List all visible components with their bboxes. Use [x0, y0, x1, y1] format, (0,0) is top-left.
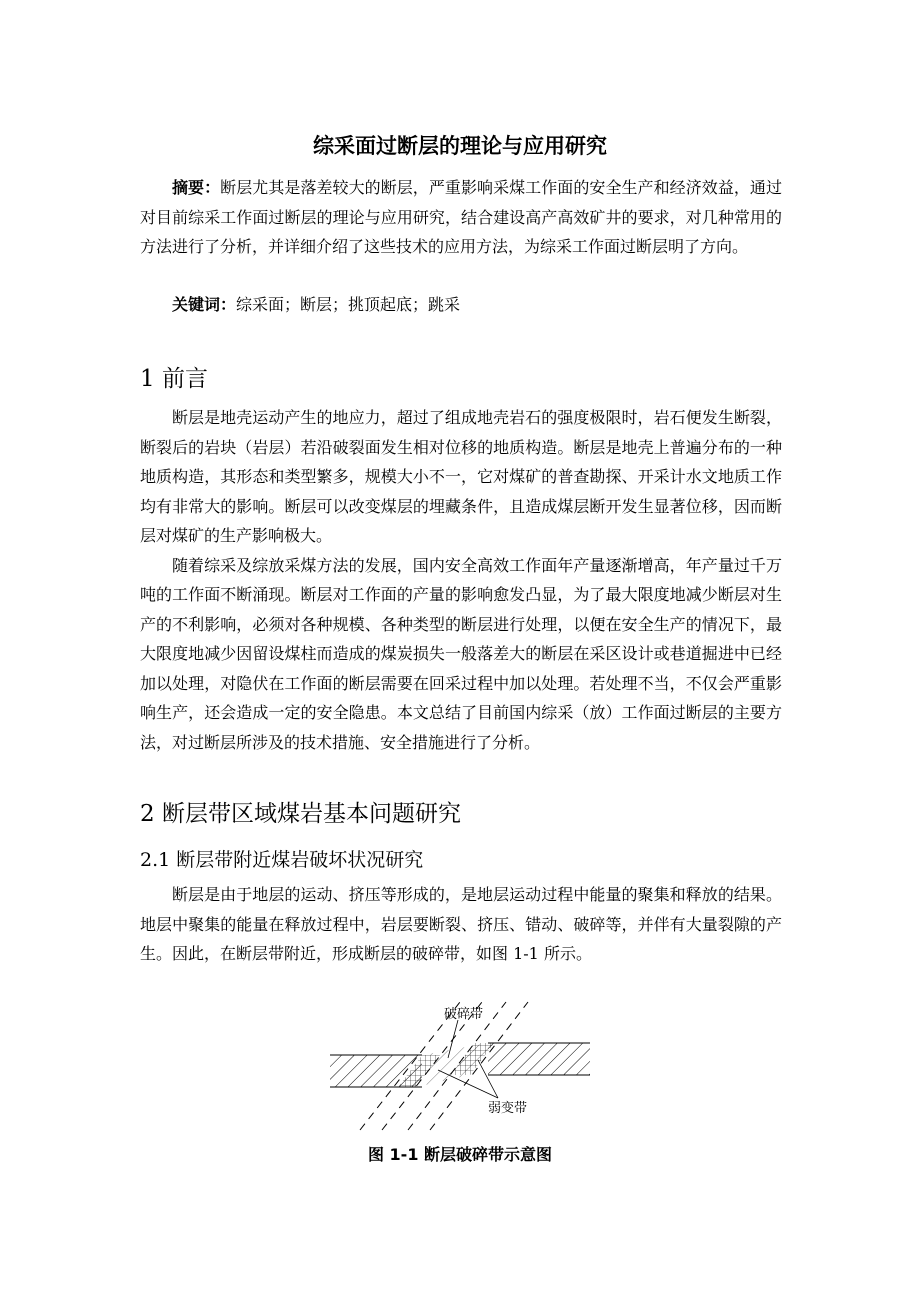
coal-seam-right — [488, 1043, 590, 1075]
section-2-heading: 2 断层带区域煤岩基本问题研究 — [140, 801, 461, 827]
figure-caption: 图 1-1 断层破碎带示意图 — [367, 1145, 553, 1164]
section-1-paragraph-1: 断层是地壳运动产生的地应力，超过了组成地壳岩石的强度极限时，岩石便发生断裂，断裂后的岩块（岩层）若沿破裂面发生相对位移的地质构造。断层是地壳上普遍分布的一种地质构造，其形态和类型繁多，规模大小不一，它对煤矿的普查勘探、开采计水文地质工作均有非常大的影响。断层可以改变煤层的埋藏条件，且造成煤层断开发生显著位移，因而断层对煤矿的生产影响极大。 — [140, 408, 782, 545]
abstract-label: 摘要： — [172, 178, 221, 197]
section-2-1-body — [140, 880, 782, 969]
section-1-body — [140, 403, 782, 757]
abstract-text: 断层尤其是落差较大的断层，严重影响采煤工作面的安全生产和经济效益，通过对目前综采工作面过断层的理论与应用研究，结合建设高产高效矿井的要求，对几种常用的方法进行了分析，并详细介绍了这些技术的应用方法，为综采工作面过断层明了方向。 — [140, 178, 782, 256]
label-weak-zone: 弱变带 — [488, 1101, 528, 1116]
page-title: 综采面过断层的理论与应用研究 — [313, 134, 607, 158]
section-1-paragraph-2: 随着综采及综放采煤方法的发展，国内安全高效工作面年产量逐渐增高，年产量过千万吨的工作面不断涌现。断层对工作面的产量的影响愈发凸显，为了最大限度地减少断层对生产的不利影响，必须对各种规模、各种类型的断层进行处理，以便在安全生产的情况下，最大限度地减少因留设煤柱而造成的煤炭损失一般落差大的断层在采区设计或巷道掘进中已经加以处理，对隐伏在工作面的断层需要在回采过程中加以处理。若处理不当，不仅会严重影响生产，还会造成一定的安全隐患。本文总结了目前国内综采（放）工作面过断层的主要方法，对过断层所涉及的技术措施、安全措施进行了分析。 — [140, 555, 782, 752]
section-2-1-paragraph-1: 断层是由于地层的运动、挤压等形成的，是地层运动过程中能量的聚集和释放的结果。地层中聚集的能量在释放过程中，岩层要断裂、挤压、错动、破碎等，并伴有大量裂隙的产生。因此，在断层带附近，形成断层的破碎带，如图 1-1 所示。 — [140, 885, 782, 963]
keywords-label: 关键词： — [172, 295, 237, 314]
section-2-1-heading: 2.1 断层带附近煤岩破坏状况研究 — [140, 849, 424, 871]
label-fractured-zone: 破碎带 — [444, 1007, 484, 1022]
fault-zone-diagram — [320, 1000, 610, 1135]
keywords-text: 综采面；断层；挑顶起底；跳采 — [236, 295, 461, 314]
keywords — [140, 290, 782, 319]
abstract — [140, 173, 782, 262]
section-1-heading: 1 前言 — [140, 366, 208, 392]
